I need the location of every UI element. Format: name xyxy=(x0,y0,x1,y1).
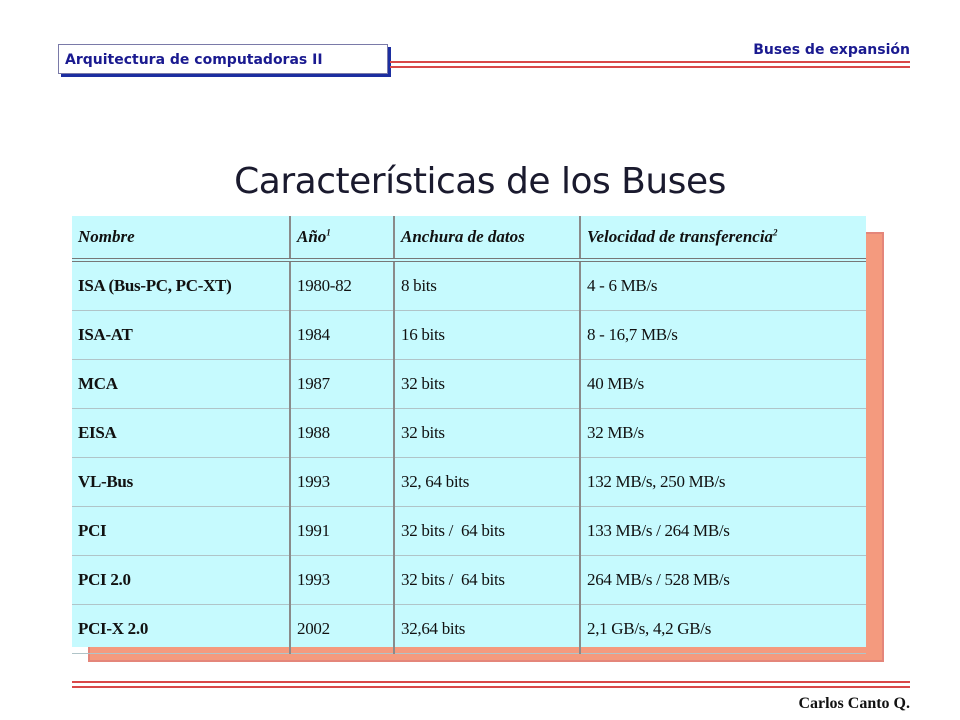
section-title: Buses de expansión xyxy=(753,42,910,58)
cell-year: 1980-82 xyxy=(290,260,394,311)
table-row xyxy=(72,507,866,556)
table-row xyxy=(72,360,866,409)
header-divider-bottom xyxy=(390,66,910,68)
cell-name: PCI 2.0 xyxy=(72,556,290,605)
cell-year: 1987 xyxy=(290,360,394,409)
course-title: Arquitectura de computadoras II xyxy=(65,52,323,68)
cell-year: 2002 xyxy=(290,605,394,654)
cell-data-width: 32 bits xyxy=(394,360,580,409)
table-row xyxy=(72,311,866,360)
bus-characteristics-table xyxy=(72,216,866,654)
cell-speed: 40 MB/s xyxy=(580,360,866,409)
cell-speed: 2,1 GB/s, 4,2 GB/s xyxy=(580,605,866,654)
cell-data-width: 32, 64 bits xyxy=(394,458,580,507)
cell-name: PCI xyxy=(72,507,290,556)
cell-speed: 132 MB/s, 250 MB/s xyxy=(580,458,866,507)
course-title-box xyxy=(58,44,388,74)
footer-divider-bottom xyxy=(72,686,910,688)
footer-divider-top xyxy=(72,681,910,683)
cell-data-width: 32 bits / 64 bits xyxy=(394,507,580,556)
cell-speed: 32 MB/s xyxy=(580,409,866,458)
cell-year: 1991 xyxy=(290,507,394,556)
cell-data-width: 32,64 bits xyxy=(394,605,580,654)
cell-speed: 4 - 6 MB/s xyxy=(580,260,866,311)
table-row xyxy=(72,260,866,311)
table-row xyxy=(72,605,866,654)
cell-speed: 8 - 16,7 MB/s xyxy=(580,311,866,360)
table-header-row xyxy=(72,216,866,260)
cell-name: MCA xyxy=(72,360,290,409)
table-row xyxy=(72,458,866,507)
cell-name: PCI-X 2.0 xyxy=(72,605,290,654)
header-data-width: Anchura de datos xyxy=(394,216,580,260)
cell-data-width: 16 bits xyxy=(394,311,580,360)
cell-data-width: 8 bits xyxy=(394,260,580,311)
table-row xyxy=(72,409,866,458)
cell-year: 1993 xyxy=(290,556,394,605)
header-name: Nombre xyxy=(72,216,290,260)
header-divider-top xyxy=(390,61,910,63)
cell-name: EISA xyxy=(72,409,290,458)
slide-title: Características de los Buses xyxy=(234,161,726,202)
author-name: Carlos Canto Q. xyxy=(798,695,910,712)
header-transfer-speed: Velocidad de transferencia$^2$ xyxy=(580,216,866,260)
table-row xyxy=(72,556,866,605)
bus-table-container xyxy=(72,216,866,647)
cell-name: ISA-AT xyxy=(72,311,290,360)
cell-year: 1984 xyxy=(290,311,394,360)
cell-name: ISA (Bus-PC, PC-XT) xyxy=(72,260,290,311)
cell-data-width: 32 bits xyxy=(394,409,580,458)
cell-speed: 133 MB/s / 264 MB/s xyxy=(580,507,866,556)
cell-year: 1993 xyxy=(290,458,394,507)
cell-data-width: 32 bits / 64 bits xyxy=(394,556,580,605)
cell-speed: 264 MB/s / 528 MB/s xyxy=(580,556,866,605)
header-year: Año$^1$ xyxy=(290,216,394,260)
cell-name: VL-Bus xyxy=(72,458,290,507)
cell-year: 1988 xyxy=(290,409,394,458)
